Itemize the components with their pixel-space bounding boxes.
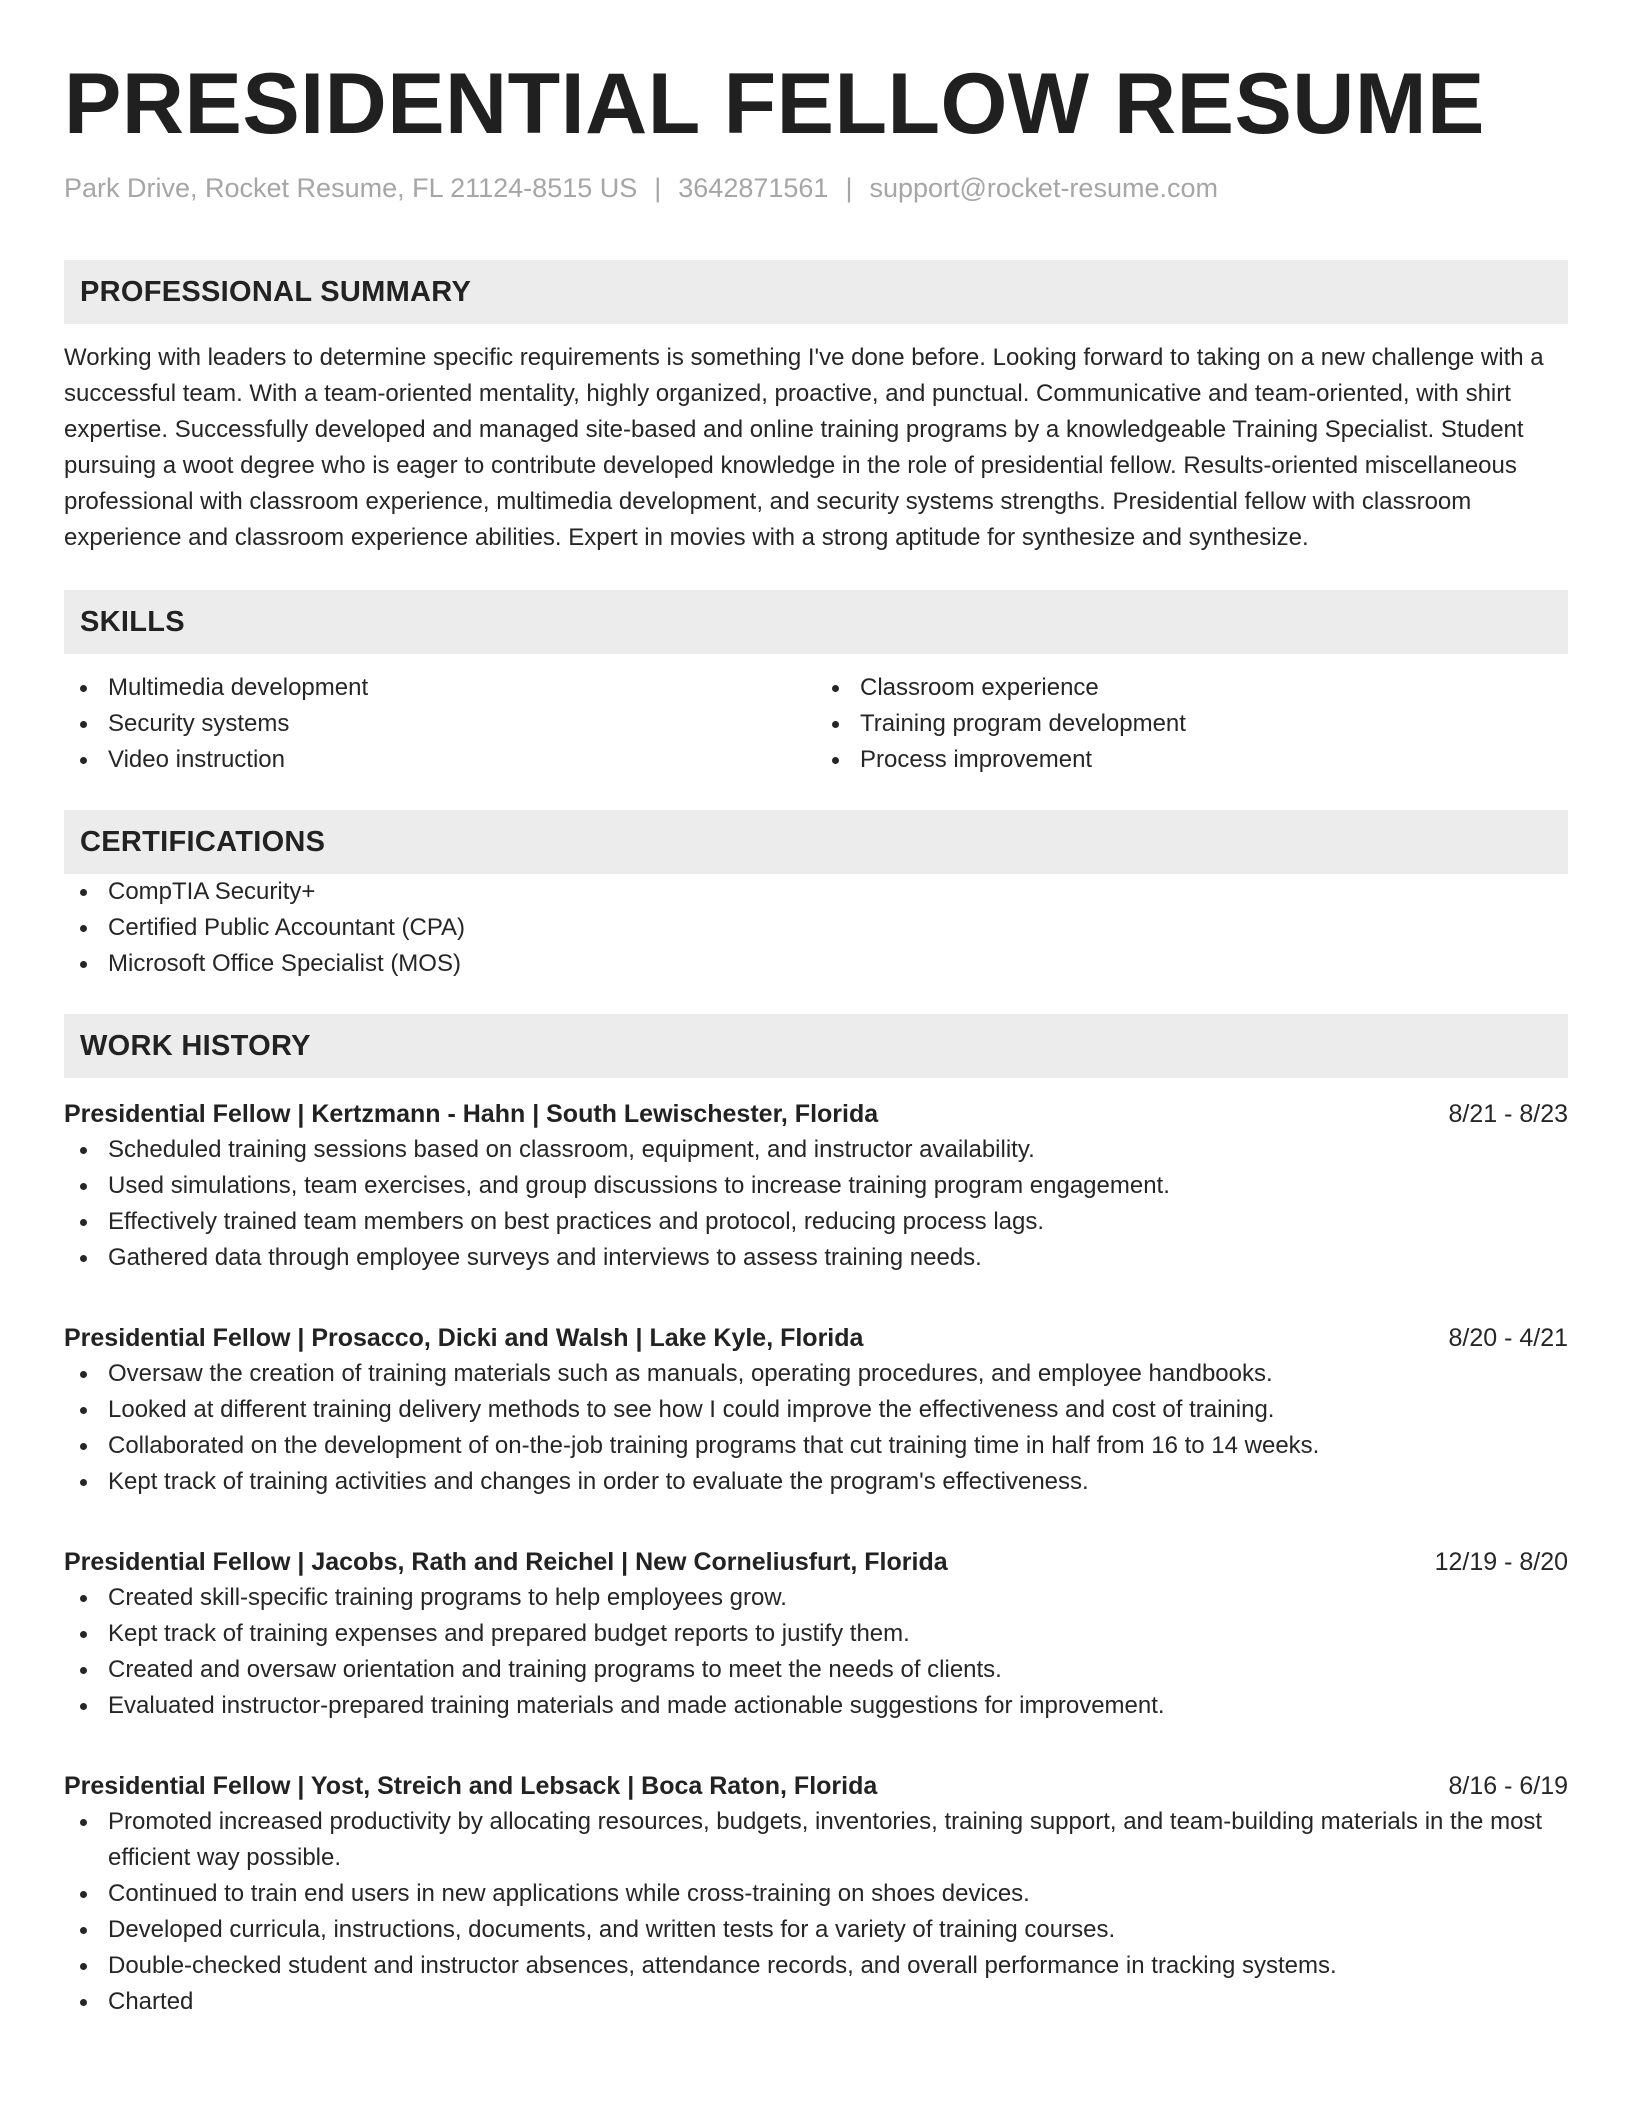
skill-item: Multimedia development: [64, 670, 816, 706]
job-bullet: Scheduled training sessions based on classroom, equipment, and instructor availability.: [64, 1132, 1568, 1168]
job-bullet-list: [64, 1132, 1568, 1276]
job-bullet: Created skill-specific training programs to help employees grow.: [64, 1580, 1568, 1616]
skill-item: Training program development: [816, 706, 1568, 742]
job-bullet: Created and oversaw orientation and training programs to meet the needs of clients.: [64, 1652, 1568, 1688]
job-bullet: Used simulations, team exercises, and group discussions to increase training program engagement.: [64, 1168, 1568, 1204]
section-header-work-history: WORK HISTORY: [64, 1014, 1568, 1078]
certification-list: [64, 874, 1568, 982]
job-title: Presidential Fellow | Jacobs, Rath and Reichel | New Corneliusfurt, Florida: [64, 1548, 948, 1576]
contact-separator: |: [845, 173, 853, 203]
job-dates: 12/19 - 8/20: [1434, 1548, 1568, 1576]
job-entry: [64, 1544, 1568, 1724]
job-bullet: Promoted increased productivity by allocating resources, budgets, inventories, training support, and team-building materials in the most efficient way possible.: [64, 1804, 1568, 1876]
job-bullet: Oversaw the creation of training materials such as manuals, operating procedures, and employee handbooks.: [64, 1356, 1568, 1392]
skill-item: Video instruction: [64, 742, 816, 778]
job-title: Presidential Fellow | Prosacco, Dicki and Walsh | Lake Kyle, Florida: [64, 1324, 864, 1352]
job-bullet: Evaluated instructor-prepared training materials and made actionable suggestions for improvement.: [64, 1688, 1568, 1724]
job-dates: 8/21 - 8/23: [1448, 1100, 1568, 1128]
job-title: Presidential Fellow | Kertzmann - Hahn | South Lewischester, Florida: [64, 1100, 879, 1128]
job-bullet: Continued to train end users in new applications while cross-training on shoes devices.: [64, 1876, 1568, 1912]
job-entry: [64, 1096, 1568, 1276]
job-bullet: Looked at different training delivery methods to see how I could improve the effectiveness and cost of training.: [64, 1392, 1568, 1428]
contact-phone: 3642871561: [678, 173, 829, 203]
job-title-row: [64, 1320, 1568, 1356]
contact-email: support@rocket-resume.com: [869, 173, 1218, 203]
job-entry: [64, 1768, 1568, 2020]
job-entry: [64, 1320, 1568, 1500]
job-bullet: Kept track of training expenses and prepared budget reports to justify them.: [64, 1616, 1568, 1652]
contact-line: [64, 170, 1568, 206]
contact-separator: |: [654, 173, 662, 203]
skills-column-left: [64, 670, 816, 778]
skill-item: Security systems: [64, 706, 816, 742]
job-bullet-list: [64, 1804, 1568, 2020]
job-dates: 8/20 - 4/21: [1448, 1324, 1568, 1352]
skills-grid: [64, 670, 1568, 778]
skill-item: Classroom experience: [816, 670, 1568, 706]
job-title-row: [64, 1096, 1568, 1132]
resume-title: PRESIDENTIAL FELLOW RESUME: [64, 56, 1485, 152]
job-bullet: Kept track of training activities and changes in order to evaluate the program's effectiveness.: [64, 1464, 1568, 1500]
job-title-row: [64, 1768, 1568, 1804]
job-bullet-list: [64, 1580, 1568, 1724]
section-header-certifications: CERTIFICATIONS: [64, 810, 1568, 874]
summary-text: Working with leaders to determine specific requirements is something I've done before. Looking forward to taking on a new challenge with a successful team. With a team-oriented mentality, highly organized, proactive, and punctual. Communicative and team-oriented, with shirt expertise. Successfully developed and managed site-based and online training programs by a knowledgeable Training Specialist. Student pursuing a woot degree who is eager to contribute developed knowledge in the role of presidential fellow. Results-oriented miscellaneous professional with classroom experience, multimedia development, and security systems strengths. Presidential fellow with classroom experience and classroom experience abilities. Expert in movies with a strong aptitude for synthesize and synthesize.: [64, 344, 1544, 551]
job-bullet: Gathered data through employee surveys and interviews to assess training needs.: [64, 1240, 1568, 1276]
job-bullet: Charted: [64, 1984, 1568, 2020]
job-title-row: [64, 1544, 1568, 1580]
certification-item: CompTIA Security+: [64, 874, 1568, 910]
skill-item: Process improvement: [816, 742, 1568, 778]
job-title: Presidential Fellow | Yost, Streich and Lebsack | Boca Raton, Florida: [64, 1772, 878, 1800]
job-bullet-list: [64, 1356, 1568, 1500]
skills-column-right: [816, 670, 1568, 778]
job-bullet: Developed curricula, instructions, documents, and written tests for a variety of training courses.: [64, 1912, 1568, 1948]
job-bullet: Collaborated on the development of on-the-job training programs that cut training time in half from 16 to 14 weeks.: [64, 1428, 1568, 1464]
job-dates: 8/16 - 6/19: [1448, 1772, 1568, 1800]
section-header-skills: SKILLS: [64, 590, 1568, 654]
contact-address: Park Drive, Rocket Resume, FL 21124-8515 US: [64, 173, 638, 203]
certification-item: Microsoft Office Specialist (MOS): [64, 946, 1568, 982]
section-header-summary: PROFESSIONAL SUMMARY: [64, 260, 1568, 324]
job-bullet: Effectively trained team members on best practices and protocol, reducing process lags.: [64, 1204, 1568, 1240]
certification-item: Certified Public Accountant (CPA): [64, 910, 1568, 946]
job-bullet: Double-checked student and instructor absences, attendance records, and overall performance in tracking systems.: [64, 1948, 1568, 1984]
